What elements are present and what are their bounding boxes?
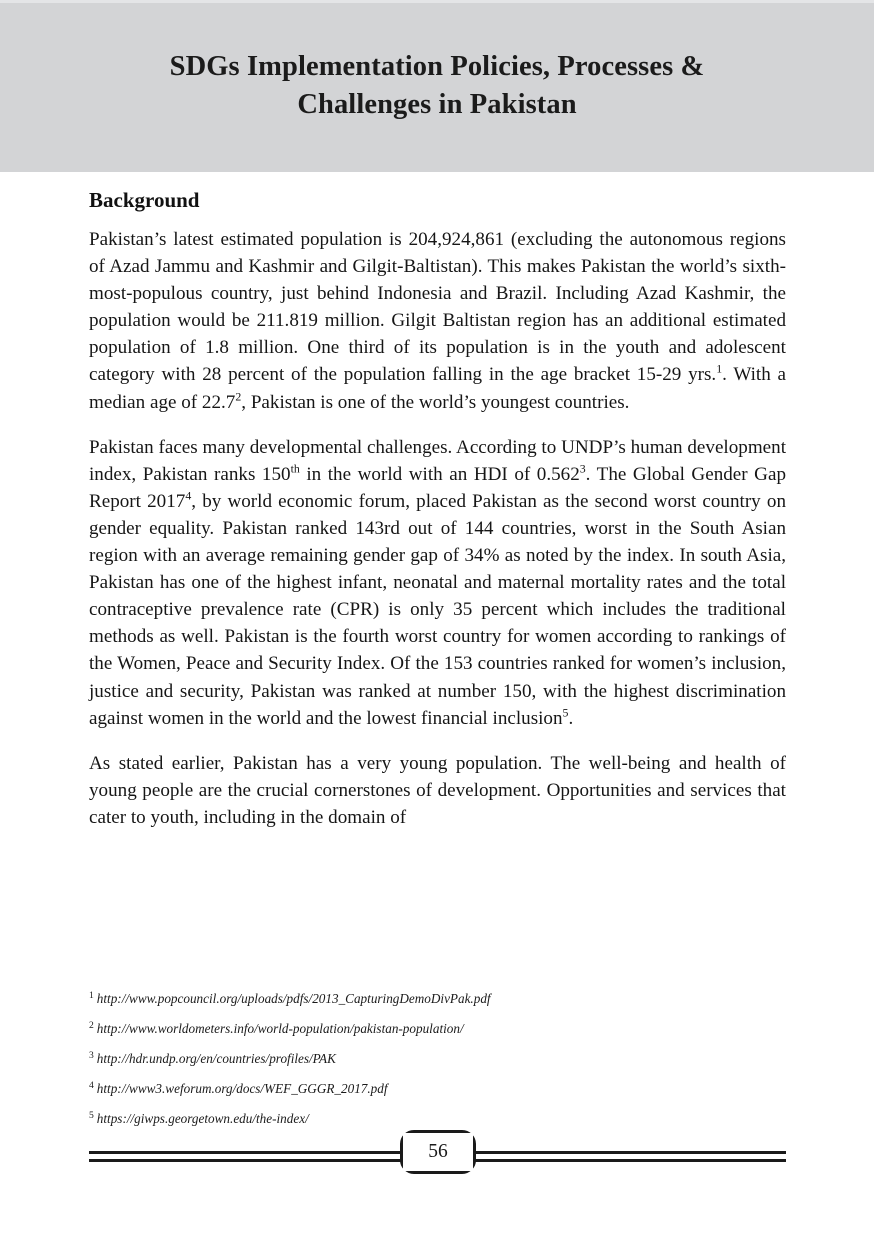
footnote-url[interactable]: http://www3.weforum.org/docs/WEF_GGGR_2017.pdf <box>96 1081 388 1096</box>
paragraph-2-text-d: , by world economic forum, placed Pakistan as the second worst country on gender equality. Pakistan ranked 143rd out of 144 countries, worst in the South Asian region with an average remaining gender gap of 34% as noted by the index. In south Asia, Pakistan has one of the highest infant, neonatal and maternal mortality rates and the total contraceptive prevalence rate (CPR) is only 35 percent which includes the traditional methods as well. Pakistan is the fourth worst country for women according to rankings of the Women, Peace and Security Index. Of the 153 countries ranked for women’s inclusion, justice and security, Pakistan was ranked at number 150, with the highest discrimination against women in the world and the lowest financial inclusion <box>89 490 786 729</box>
footnote-url[interactable]: http://www.popcouncil.org/uploads/pdfs/2013_CapturingDemoDivPak.pdf <box>96 991 491 1006</box>
page-footer <box>89 1141 786 1186</box>
paragraph-1-text-a: Pakistan’s latest estimated population is 204,924,861 (excluding the autonomous regions of Azad Jammu and Kashmir and Gilgit-Baltistan). This makes Pakistan the world’s sixth-most-populous country, just behind Indonesia and Brazil. Including Azad Kashmir, the population would be 211.819 million. Gilgit Baltistan region has an additional estimated population of 1.8 million. One third of its population is in the youth and adolescent category with 28 percent of the population falling in the age bracket 15-29 yrs. <box>89 229 786 386</box>
footnote-url[interactable]: http://www.worldometers.info/world-population/pakistan-population/ <box>96 1021 464 1036</box>
page-number: 56 <box>428 1141 448 1162</box>
footnote-ref-3: 3 <box>579 461 586 476</box>
footnote-url[interactable]: https://giwps.georgetown.edu/the-index/ <box>96 1111 309 1126</box>
page-title-line-1: SDGs Implementation Policies, Processes & <box>169 50 705 82</box>
footnote-list <box>89 991 786 1141</box>
paragraph-population <box>89 226 786 416</box>
paragraph-young-population: As stated earlier, Pakistan has a very young population. The well-being and health of young people are the crucial cornerstones of development. Opportunities and services that cater to youth, including in the domain of <box>89 752 786 828</box>
paragraph-2-text-b: in the world with an HDI of 0.562 <box>299 463 580 485</box>
footnote-ref-2: 2 <box>235 389 242 404</box>
footnote-number: 2 <box>89 1019 94 1031</box>
footnote-number: 3 <box>89 1049 94 1061</box>
footnote-ref-5: 5 <box>562 705 569 720</box>
paragraph-2-text-e: . <box>568 707 574 729</box>
footnote-ref-4: 4 <box>185 488 192 503</box>
ordinal-suffix-th: th <box>290 461 300 476</box>
footnote-item <box>89 1051 786 1066</box>
paragraph-1-text-b: . With a median age of 22.7 <box>89 364 786 413</box>
footnote-number: 1 <box>89 989 94 1001</box>
footnote-number: 5 <box>89 1109 94 1121</box>
paragraph-development-challenges <box>89 434 786 732</box>
paragraph-1-text-c: , Pakistan is one of the world’s youngest countries. <box>241 391 630 413</box>
footnote-url[interactable]: http://hdr.undp.org/en/countries/profiles/PAK <box>96 1051 336 1066</box>
page-title <box>87 48 787 128</box>
paragraph-2-text-c: . The Global Gender Gap Report 2017 <box>89 463 786 512</box>
footnote-item <box>89 991 786 1006</box>
header-band <box>0 3 874 172</box>
page-title-line-2: Challenges in Pakistan <box>297 88 577 120</box>
document-content <box>89 172 786 831</box>
footnote-item <box>89 1081 786 1096</box>
footnote-item <box>89 1021 786 1036</box>
footnote-item <box>89 1111 786 1126</box>
section-heading-background: Background <box>89 188 200 212</box>
footnote-number: 4 <box>89 1079 94 1091</box>
paragraph-2-text-a: Pakistan faces many developmental challenges. According to UNDP’s human development index, Pakistan ranks 150 <box>89 436 786 485</box>
footnote-ref-1: 1 <box>716 362 723 377</box>
